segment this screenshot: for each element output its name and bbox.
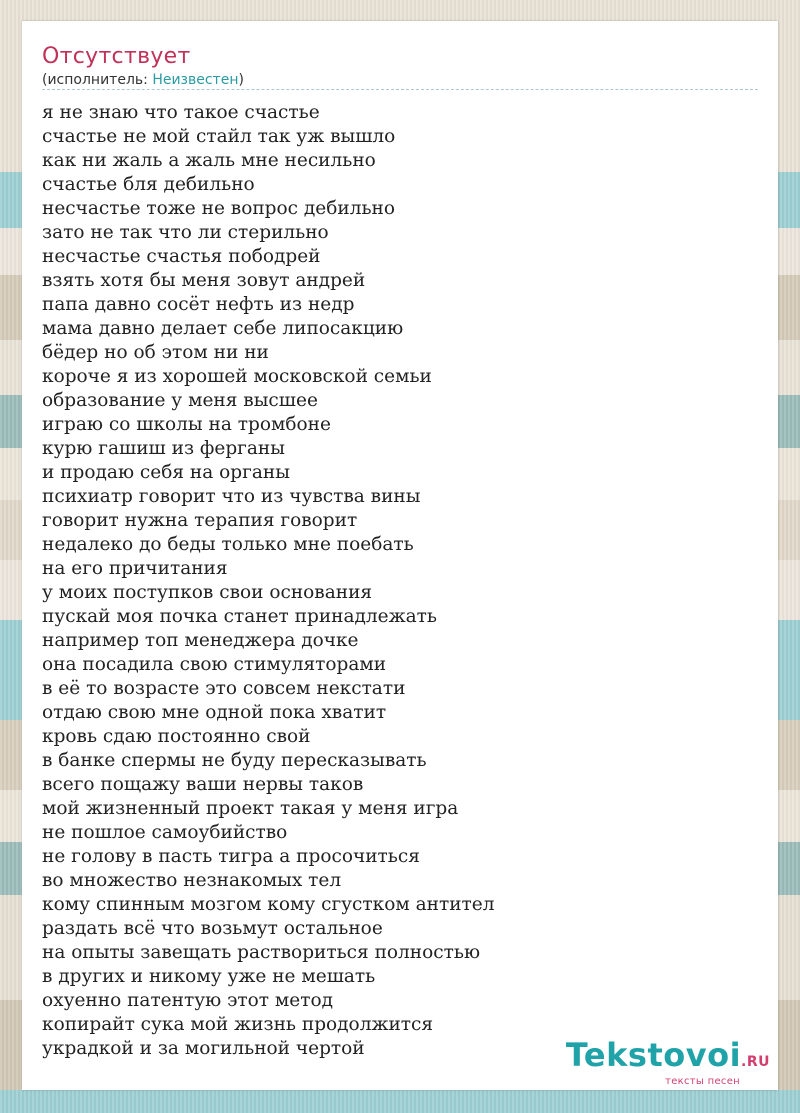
lyric-line: я не знаю что такое счастье xyxy=(42,102,320,123)
lyric-line: всего пощажу ваши нервы таков xyxy=(42,774,364,795)
lyric-line: отдаю свою мне одной пока хватит xyxy=(42,702,387,723)
song-title: Отсутствует xyxy=(42,44,191,69)
logo-wordmark xyxy=(566,1038,770,1079)
lyric-line: курю гашиш из ферганы xyxy=(42,438,285,459)
lyric-line: в банке спермы не буду пересказывать xyxy=(42,750,427,771)
lyric-line: зато не так что ли стерильно xyxy=(42,222,329,243)
lyric-line: копирайт сука мой жизнь продолжится xyxy=(42,1014,434,1035)
artist-line xyxy=(42,71,244,89)
logo-tagline: тексты песен xyxy=(665,1076,740,1087)
lyric-line: пускай моя почка станет принадлежать xyxy=(42,606,437,627)
logo-main-text: Tekstovoi xyxy=(565,1036,742,1074)
lyrics-card xyxy=(22,21,778,1090)
lyric-line: папа давно сосёт нефть из недр xyxy=(42,294,355,315)
lyric-line: бёдер но об этом ни ни xyxy=(42,342,269,363)
lyric-line: взять хотя бы меня зовут андрей xyxy=(42,270,366,291)
lyric-line: в других и никому уже не мешать xyxy=(42,966,376,987)
site-logo[interactable] xyxy=(566,1038,770,1087)
lyric-line: играю со школы на тромбоне xyxy=(42,414,331,435)
lyric-line: кровь сдаю постоянно свой xyxy=(42,726,311,747)
lyric-line: не пошлое самоубийство xyxy=(42,822,288,843)
lyric-line: мама давно делает себе липосакцию xyxy=(42,318,404,339)
lyric-line: несчастье счастья пободрей xyxy=(42,246,321,267)
lyric-line: охуенно патентую этот метод xyxy=(42,990,334,1011)
lyric-line: несчастье тоже не вопрос дебильно xyxy=(42,198,395,219)
lyric-line: она посадила свою стимуляторами xyxy=(42,654,387,675)
artist-prefix: (исполнитель: xyxy=(42,72,153,88)
lyric-line: кому спинным мозгом кому сгустком антител xyxy=(42,894,495,915)
artist-link[interactable]: Неизвестен xyxy=(152,72,239,88)
lyric-line: в её то возрасте это совсем некстати xyxy=(42,678,406,699)
lyrics-text xyxy=(42,101,742,1061)
lyric-line: мой жизненный проект такая у меня игра xyxy=(42,798,459,819)
lyric-line: во множество незнакомых тел xyxy=(42,870,342,891)
artist-suffix: ) xyxy=(238,72,244,88)
lyric-line: на опыты завещать раствориться полностью xyxy=(42,942,481,963)
lyric-line: на его причитания xyxy=(42,558,228,579)
title-divider xyxy=(42,89,758,90)
lyric-line: и продаю себя на органы xyxy=(42,462,290,483)
lyric-line: как ни жаль а жаль мне несильно xyxy=(42,150,376,171)
lyric-line: у моих поступков свои основания xyxy=(42,582,373,603)
lyric-line: украдкой и за могильной чертой xyxy=(42,1038,365,1059)
lyric-line: счастье бля дебильно xyxy=(42,174,255,195)
logo-domain: .RU xyxy=(741,1054,770,1070)
lyric-line: образование у меня высшее xyxy=(42,390,318,411)
lyric-line: психиатр говорит что из чувства вины xyxy=(42,486,421,507)
lyric-line: не голову в пасть тигра а просочиться xyxy=(42,846,420,867)
lyric-line: например топ менеджера дочке xyxy=(42,630,359,651)
lyric-line: короче я из хорошей московской семьи xyxy=(42,366,432,387)
lyric-line: счастье не мой стайл так уж вышло xyxy=(42,126,396,147)
lyric-line: недалеко до беды только мне поебать xyxy=(42,534,414,555)
lyric-line: раздать всё что возьмут остальное xyxy=(42,918,383,939)
lyric-line: говорит нужна терапия говорит xyxy=(42,510,358,531)
